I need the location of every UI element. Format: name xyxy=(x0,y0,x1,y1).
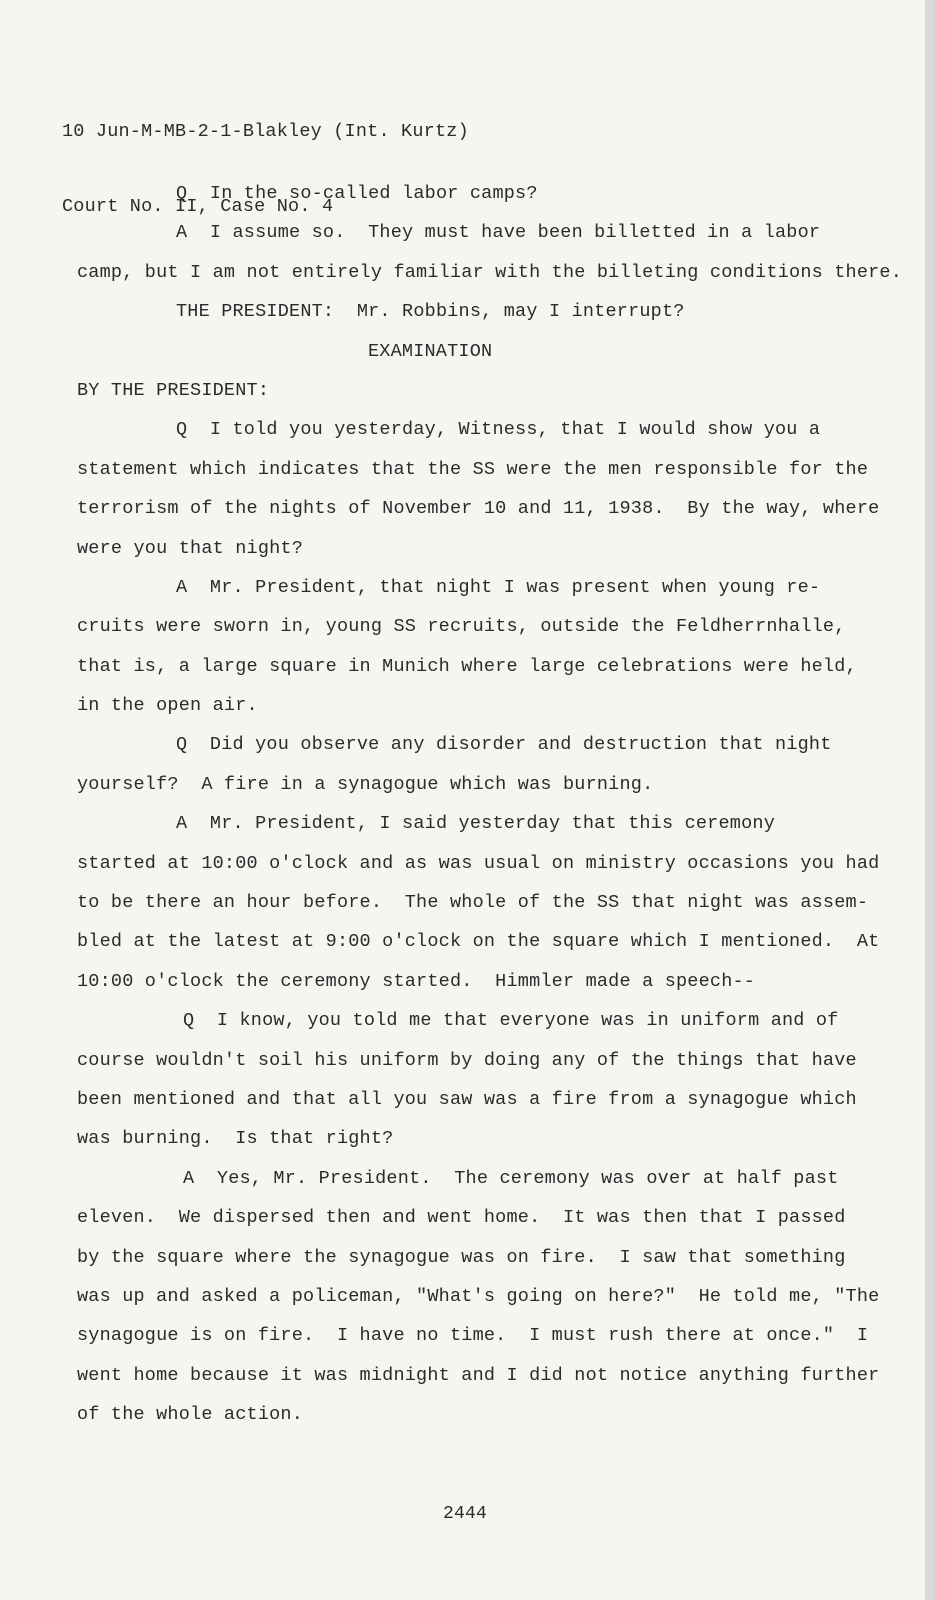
transcript-line: started at 10:00 o'clock and as was usual on ministry occasions you had xyxy=(77,852,880,874)
transcript-line: Q I told you yesterday, Witness, that I would show you a xyxy=(176,419,821,441)
header-court-line: Court No. II, Case No. 4 xyxy=(62,196,334,217)
transcript-line: by the square where the synagogue was on fire. I saw that something xyxy=(77,1246,846,1268)
transcript-line: cruits were sworn in, young SS recruits, outside the Feldherrnhalle, xyxy=(77,616,846,638)
page-number: 2444 xyxy=(443,1504,488,1524)
transcript-line: Q I know, you told me that everyone was in uniform and of xyxy=(183,1010,839,1032)
transcript-line: went home because it was midnight and I did not notice anything further xyxy=(77,1364,880,1386)
transcript-line: was burning. Is that right? xyxy=(77,1128,394,1150)
transcript-line: EXAMINATION xyxy=(368,340,493,362)
transcript-line: A Yes, Mr. President. The ceremony was over at half past xyxy=(183,1167,839,1189)
transcript-line: bled at the latest at 9:00 o'clock on the square which I mentioned. At xyxy=(77,931,880,953)
transcript-line: Q Did you observe any disorder and destruction that night xyxy=(176,734,832,756)
transcript-line: THE PRESIDENT: Mr. Robbins, may I interrupt? xyxy=(176,301,685,323)
transcript-line: synagogue is on fire. I have no time. I must rush there at once." I xyxy=(77,1325,869,1347)
transcript-line: 10:00 o'clock the ceremony started. Himmler made a speech-- xyxy=(77,970,756,992)
transcript-line: A I assume so. They must have been billetted in a labor xyxy=(176,222,821,244)
transcript-line: to be there an hour before. The whole of the SS that night was assem- xyxy=(77,892,869,914)
transcript-line: that is, a large square in Munich where large celebrations were held, xyxy=(77,655,857,677)
transcript-line: were you that night? xyxy=(77,537,304,559)
transcript-line: A Mr. President, that night I was present when young re- xyxy=(176,576,821,598)
transcript-line: terrorism of the nights of November 10 and 11, 1938. By the way, where xyxy=(77,498,880,520)
transcript-line: camp, but I am not entirely familiar with the billeting conditions there. xyxy=(77,261,903,283)
transcript-line: been mentioned and that all you saw was a fire from a synagogue which xyxy=(77,1088,857,1110)
header-case-line: 10 Jun-M-MB-2-1-Blakley (Int. Kurtz) xyxy=(62,121,469,142)
transcript-line: of the whole action. xyxy=(77,1404,304,1426)
transcript-line: eleven. We dispersed then and went home. It was then that I passed xyxy=(77,1207,846,1229)
transcript-body xyxy=(77,174,903,1435)
transcript-line: Q In the so-called labor camps? xyxy=(176,183,538,204)
transcript-line: yourself? A fire in a synagogue which was burning. xyxy=(77,773,654,795)
transcript-line: course wouldn't soil his uniform by doing any of the things that have xyxy=(77,1049,857,1071)
transcript-line: was up and asked a policeman, "What's going on here?" He told me, "The xyxy=(77,1285,880,1307)
transcript-line: BY THE PRESIDENT: xyxy=(77,379,270,401)
transcript-line: A Mr. President, I said yesterday that this ceremony xyxy=(176,813,775,835)
transcript-line: in the open air. xyxy=(77,695,258,717)
transcript-line: statement which indicates that the SS were the men responsible for the xyxy=(77,458,869,480)
